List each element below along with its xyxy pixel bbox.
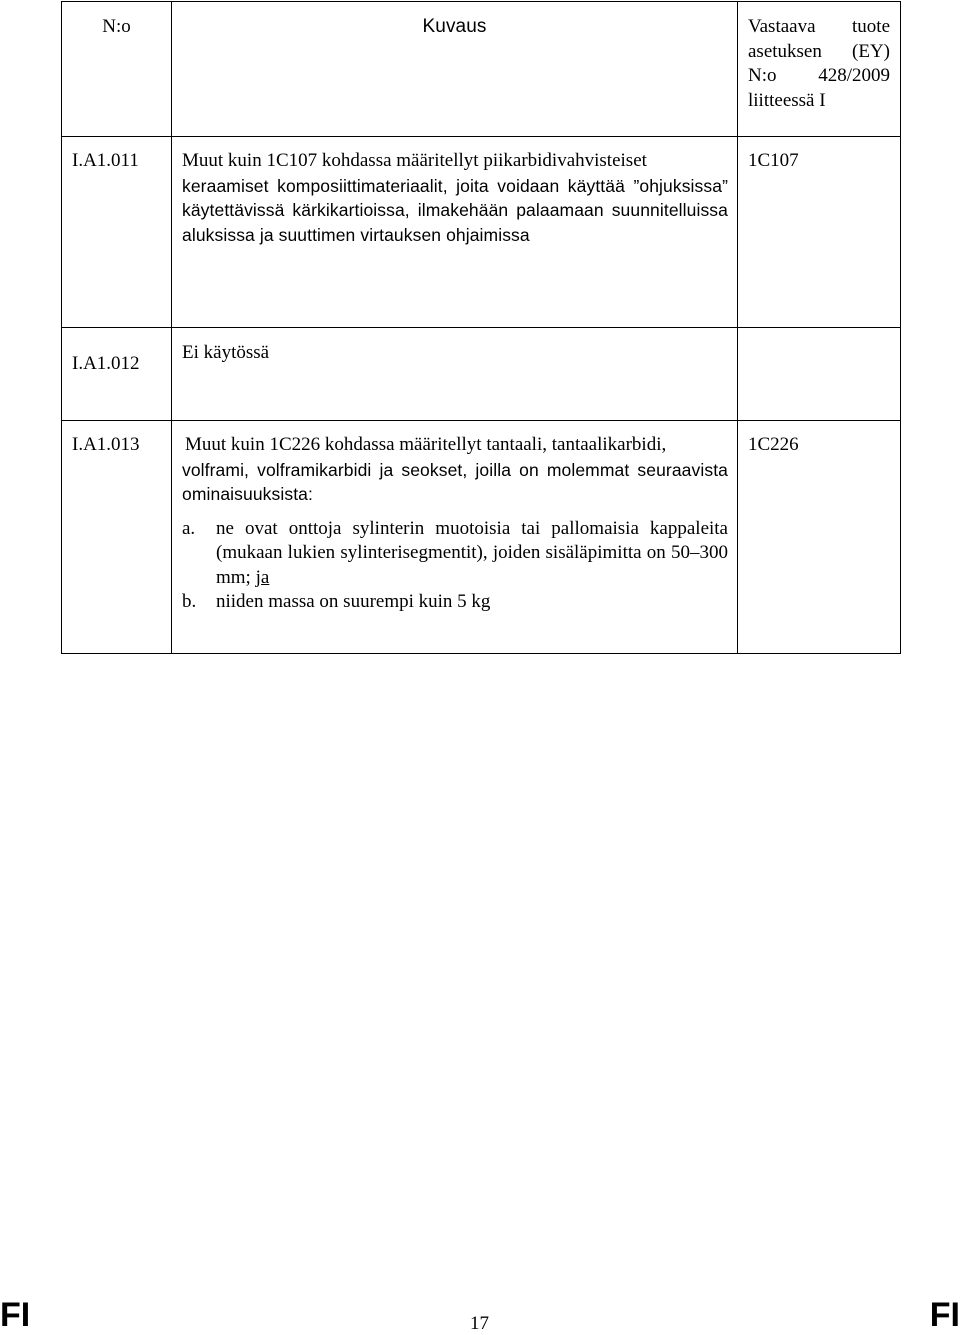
row-reference — [738, 328, 901, 421]
table-row — [62, 328, 901, 421]
row-reference — [738, 137, 901, 328]
row-reference — [738, 421, 901, 654]
header-description: Kuvaus — [172, 2, 738, 137]
row-number — [62, 328, 172, 421]
row-description — [172, 137, 738, 328]
regulation-table — [61, 1, 901, 654]
row-number-text: I.A1.013 — [72, 434, 140, 455]
row-number — [62, 137, 172, 328]
row-description-text: Ei käytössä — [182, 342, 270, 363]
row-description — [172, 328, 738, 421]
criteria-list — [182, 517, 728, 615]
row-reference-text: 1C107 — [748, 150, 799, 171]
list-item-conjunction: ja — [255, 566, 270, 588]
list-marker: a. — [182, 517, 196, 539]
header-number: N:o — [62, 2, 172, 137]
list-item — [182, 590, 728, 615]
header-reference: Vastaava tuote asetuksen (EY) N:o 428/2009 liitteessä I — [738, 2, 901, 137]
row-number-text: I.A1.011 — [72, 150, 139, 171]
footer-language-left: FI — [0, 1296, 31, 1334]
row-description — [172, 421, 738, 654]
list-item-text: ne ovat onttoja sylinterin muotoisia tai pallomaisia kappaleita (mukaan lukien sylinterisegmentit), joiden sisäläpimitta on 50–300 mm; — [216, 517, 728, 588]
row-reference-text: 1C226 — [748, 434, 799, 455]
row-number — [62, 421, 172, 654]
table-row — [62, 421, 901, 654]
row-description-rest: keraamiset komposiittimateriaalit, joita voidaan käyttää ”ohjuksissa” käytettävissä kärkikartioissa, ilmakehään palaamaan suunnitelluissa aluksissa ja suuttimen virtauksen ohjaimissa — [182, 175, 728, 245]
list-item-text: niiden massa on suurempi kuin 5 kg — [216, 591, 491, 612]
table-row — [62, 137, 901, 328]
list-item — [182, 517, 728, 591]
table-header-row — [62, 2, 901, 137]
footer-language-right: FI — [929, 1296, 960, 1334]
row-description-rest: volframi, volframikarbidi ja seokset, joilla on molemmat seuraavista ominaisuuksista: — [182, 459, 728, 504]
row-number-text: I.A1.012 — [72, 353, 140, 374]
page-number: 17 — [470, 1313, 489, 1334]
row-description-line1: Muut kuin 1C107 kohdassa määritellyt piikarbidivahvisteiset — [182, 150, 647, 171]
list-marker: b. — [182, 591, 197, 612]
row-description-line1: Muut kuin 1C226 kohdassa määritellyt tantaali, tantaalikarbidi, — [185, 434, 667, 455]
